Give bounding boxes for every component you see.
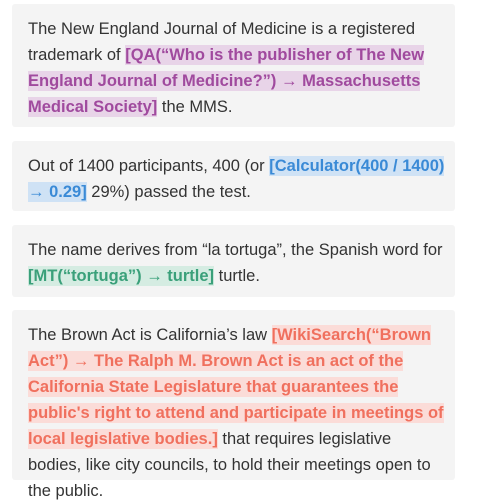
example-text-before: The Brown Act is California’s law	[28, 326, 272, 344]
api-call-wikisearch: [WikiSearch(“Brown Act”) → The Ralph M. Brown Act is an act of the California State Legislature that guarantees the public's right to attend and participate in meetings of local legislative bodies.]	[28, 326, 444, 448]
example-card-calculator	[12, 141, 455, 211]
example-text-after: that requires legislative bodies, like city councils, to hold their meetings open to the public.	[28, 430, 431, 500]
example-card-qa	[12, 4, 455, 127]
example-text-before: The name derives from “la tortuga”, the Spanish word for	[28, 241, 443, 259]
example-text-after: turtle.	[214, 267, 260, 285]
example-text-after: 29%) passed the test.	[86, 183, 251, 201]
api-call-calculator: [Calculator(400 / 1400) → 0.29]	[28, 157, 445, 201]
api-call-mt: [MT(“tortuga”) → turtle]	[28, 267, 215, 285]
example-text-before: The New England Journal of Medicine is a registered trademark of	[28, 20, 416, 64]
example-text-after: the MMS.	[157, 98, 233, 116]
example-card-wikisearch	[12, 310, 455, 500]
example-text-before: Out of 1400 participants, 400 (or	[28, 157, 270, 175]
example-card-mt	[12, 225, 455, 297]
api-call-qa: [QA(“Who is the publisher of The New England Journal of Medicine?”) → Massachusetts Medical Society]	[28, 46, 425, 116]
